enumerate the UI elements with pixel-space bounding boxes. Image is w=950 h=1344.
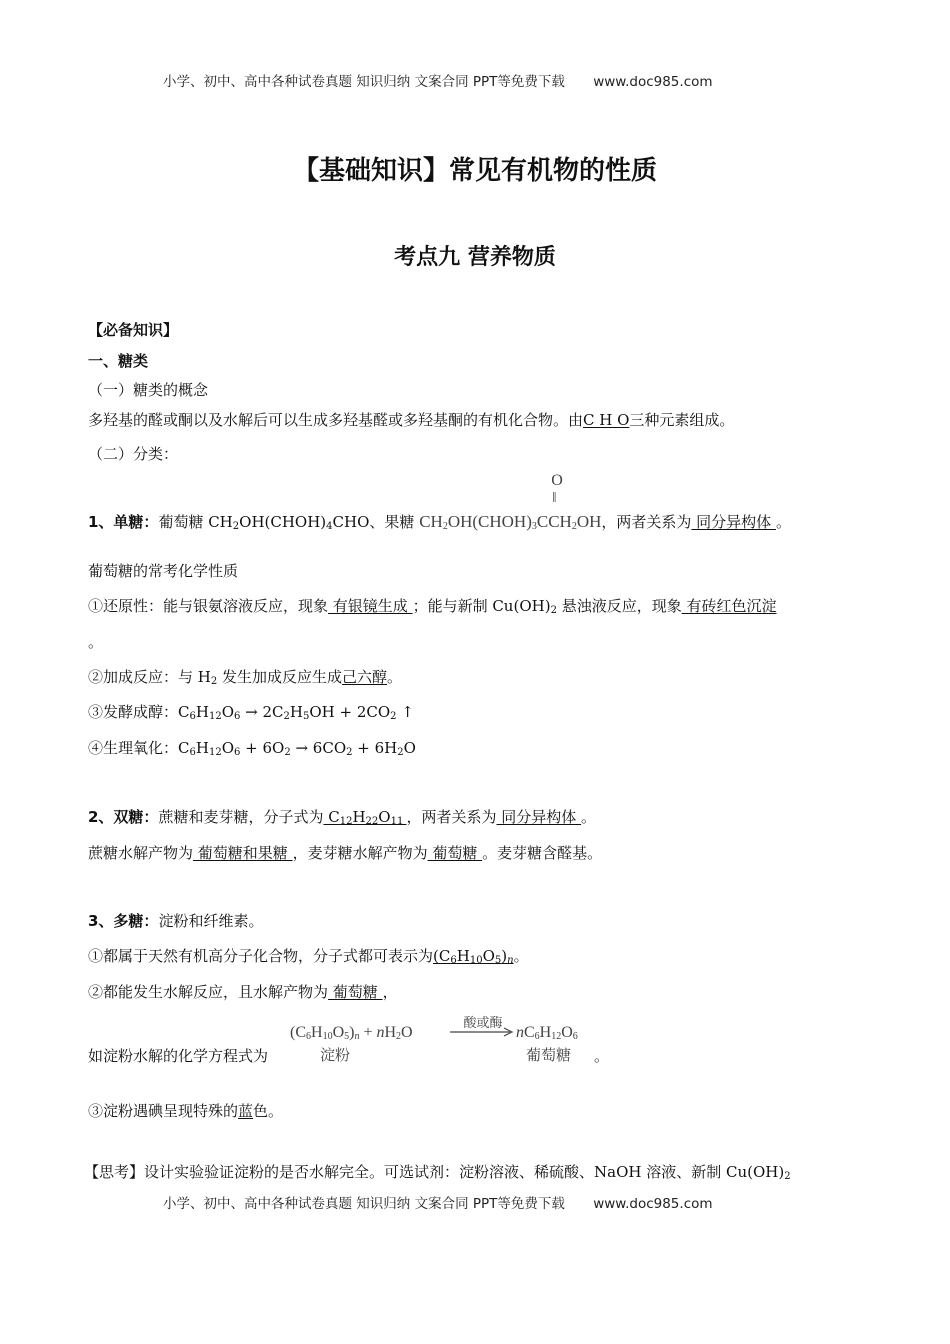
disaccharide-hydrolysis: 蔗糖水解产物为 葡萄糖和果糖 ，麦芽糖水解产物为 葡萄糖 。麦芽糖含醛基。 — [88, 844, 603, 862]
poly-prop-2: ②都能发生水解反应，且水解产物为 葡萄糖 ， — [88, 983, 398, 1001]
footer-site[interactable]: www.doc985.com — [593, 1196, 713, 1212]
answer-isomer: 同分异构体 — [691, 513, 776, 531]
label-starch: 淀粉 — [320, 1048, 351, 1064]
monosaccharide-line: 1、单糖：葡萄糖 $CH_2OH(CHOH)_4CHO$、果糖 $CH_2OH(CHOH)_3CCH_2OH$ O ‖ ，两者关系为 同分异构体 。 — [88, 472, 791, 532]
poly-prop-1: ①都属于天然有机高分子化合物，分子式都可表示为$(C_6H_{10}O_5)_n$。 — [88, 947, 529, 966]
equation-label: 如淀粉水解的化学方程式为 — [88, 1047, 269, 1065]
prop-addition: ②加成反应：与 $H_2$ 发生加成反应生成己六醇。 — [88, 668, 403, 687]
prop-reducibility-end: 。 — [88, 633, 104, 651]
page-title: 【基础知识】常见有机物的性质 — [292, 156, 657, 186]
concept-text: 多羟基的醛或酮以及水解后可以生成多羟基醛或多羟基酮的有机化合物。由C H O三种元素组成。 — [88, 411, 735, 429]
poly-prop-3: ③淀粉遇碘呈现特殊的蓝色。 — [88, 1102, 284, 1120]
fructose-formula: $CH_2OH(CHOH)_3CCH_2OH$ O ‖ — [419, 472, 602, 532]
concept-label: （一）糖类的概念 — [88, 381, 209, 399]
section-label: 【必备知识】 — [88, 321, 179, 339]
prop-reducibility: ①还原性：能与银氨溶液反应，现象 有银镜生成 ；能与新制 $Cu(OH)_2$ 悬浊液反应，现象 有砖红色沉淀 — [88, 597, 777, 616]
label-glucose: 葡萄糖 — [526, 1048, 572, 1064]
reaction-condition: 酸或酶 — [463, 1015, 503, 1030]
header-text: 小学、初中、高中各种试卷真题 知识归纳 文案合同 PPT等免费下载 — [163, 74, 565, 90]
page-subtitle: 考点九 营养物质 — [394, 245, 556, 270]
prop-fermentation: ③发酵成醇：$C_6H_{12}O_6 \to 2C_2H_5OH + 2CO_2$ ↑ — [88, 703, 414, 722]
header-site[interactable]: www.doc985.com — [593, 74, 713, 90]
glucose-props-heading: 葡萄糖的常考化学性质 — [88, 562, 239, 580]
page-footer — [163, 1192, 713, 1212]
equation-end: 。 — [594, 1047, 610, 1065]
disaccharide-line: 2、双糖：蔗糖和麦芽糖，分子式为 $C_{12}H_{22}O_{11}$ ，两者关系为 同分异构体 。 — [88, 808, 597, 827]
reaction-arrow — [448, 1026, 516, 1038]
footer-text: 小学、初中、高中各种试卷真题 知识归纳 文案合同 PPT等免费下载 — [163, 1196, 565, 1212]
starch-hydrolysis-lhs: $(C_6H_{10}O_5)_n + nH_2O$ — [290, 1024, 413, 1042]
classify-label: （二）分类： — [88, 445, 179, 463]
page-header — [163, 70, 713, 90]
carbonyl-oxygen: O — [551, 472, 563, 489]
answer-elements: C H O — [583, 411, 630, 429]
carbonyl-bond: ‖ — [552, 490, 557, 506]
heading-sugars: 一、糖类 — [88, 352, 149, 370]
starch-hydrolysis-rhs: $nC_6H_{12}O_6$ — [516, 1024, 578, 1042]
prop-oxidation: ④生理氧化：$C_6H_{12}O_6 + 6O_2 \to 6CO_2 + 6H_2O$ — [88, 739, 416, 758]
think-question: 【思考】设计实验验证淀粉的是否水解完全。可选试剂：淀粉溶液、稀硫酸、NaOH 溶液、新制 $Cu(OH)_2$ — [84, 1163, 791, 1182]
polysaccharide-line: 3、多糖：淀粉和纤维素。 — [88, 912, 264, 930]
